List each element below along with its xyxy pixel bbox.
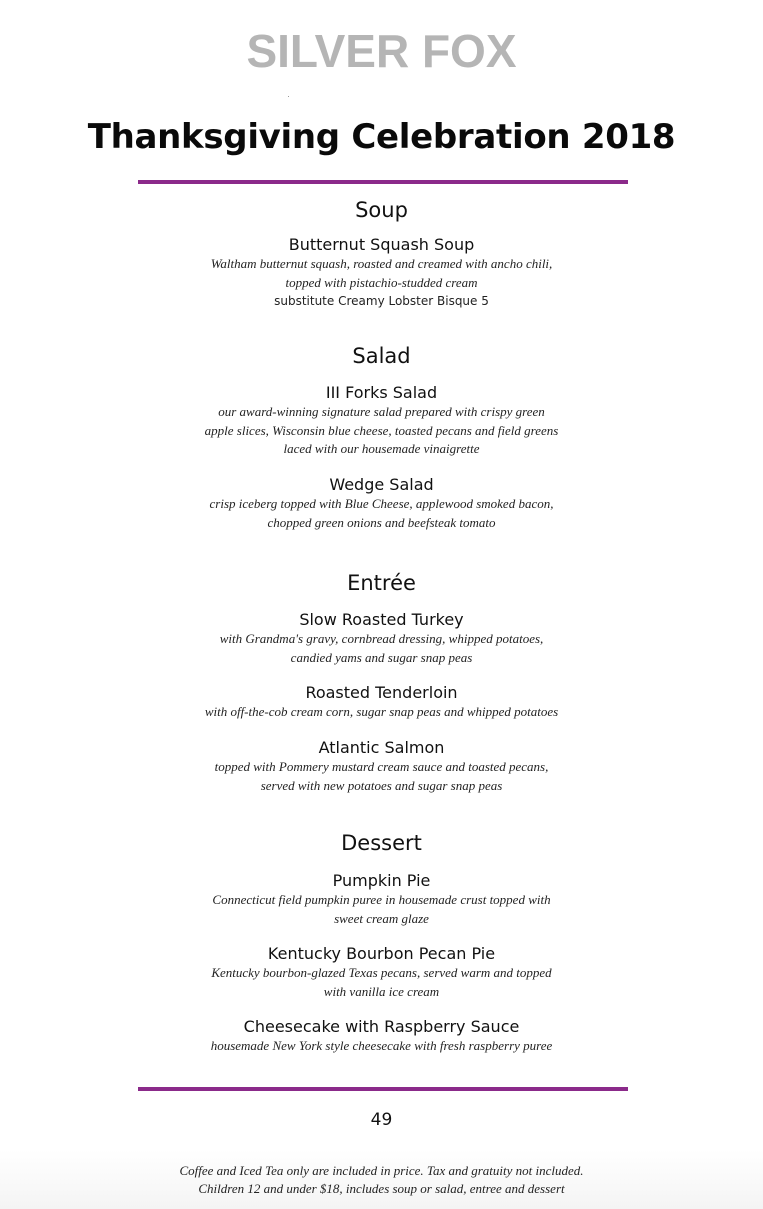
item-name: Pumpkin Pie [332,871,431,890]
menu-item [0,610,763,667]
item-description: Waltham butternut squash, roasted and creamed with ancho chili, [210,256,553,271]
footer-note [0,1162,763,1198]
item-description: chopped green onions and beefsteak tomato [267,514,496,530]
item-name: Atlantic Salmon [318,738,445,757]
item-description: laced with our housemade vinaigrette [283,441,480,456]
item-name: Slow Roasted Turkey [299,610,464,629]
item-description: Connecticut field pumpkin puree in housemade crust topped with [212,892,551,907]
section-heading: Entrée [347,571,416,595]
menu-title: Thanksgiving Celebration 2018 [87,117,676,157]
section-soup [0,196,763,224]
item-name: Cheesecake with Raspberry Sauce [243,1017,520,1036]
item-description: crisp iceberg topped with Blue Cheese, applewood smoked bacon, [209,496,554,511]
footer-line: Coffee and Iced Tea only are included in price. Tax and gratuity not included. [179,1163,584,1178]
stray-dot [288,96,289,97]
item-name: Butternut Squash Soup [288,235,475,254]
item-description: candied yams and sugar snap peas [290,649,473,665]
item-name: III Forks Salad [325,383,438,402]
menu-item [0,871,763,928]
section-heading: Dessert [341,831,422,855]
item-description: housemade New York style cheesecake with fresh raspberry puree [210,1038,553,1053]
top-divider [138,180,628,184]
section-dessert [0,829,763,857]
item-description: served with new potatoes and sugar snap peas [260,777,503,793]
menu-item [0,475,763,532]
item-substitution: substitute Creamy Lobster Bisque 5 [274,294,489,308]
bottom-divider [138,1087,628,1091]
item-description: with off-the-cob cream corn, sugar snap peas and whipped potatoes [204,704,559,719]
menu-item [0,683,763,722]
item-description: with vanilla ice cream [323,983,440,999]
item-name: Kentucky Bourbon Pecan Pie [267,944,496,963]
section-salad [0,342,763,370]
section-heading: Soup [355,198,408,222]
menu-item [0,944,763,1001]
item-description: with Grandma's gravy, cornbread dressing, whipped potatoes, [219,631,544,646]
menu-price: 49 [370,1110,393,1130]
item-description: sweet cream glaze [334,910,429,926]
menu-item [0,235,763,310]
section-entree [0,569,763,597]
section-heading: Salad [352,344,411,368]
item-description: Kentucky bourbon-glazed Texas pecans, served warm and topped [211,965,552,980]
restaurant-name: SILVER FOX [246,25,517,77]
item-name: Roasted Tenderloin [305,683,458,702]
menu-item [0,383,763,459]
item-description: apple slices, Wisconsin blue cheese, toasted pecans and field greens [204,422,559,438]
item-description: topped with pistachio-studded cream [285,274,478,290]
menu-item [0,1017,763,1056]
item-description: topped with Pommery mustard cream sauce and toasted pecans, [214,759,549,774]
menu-item [0,738,763,795]
footer-line: Children 12 and under $18, includes soup or salad, entree and dessert [198,1181,565,1196]
item-name: Wedge Salad [329,475,434,494]
item-description: our award-winning signature salad prepared with crispy green [218,404,545,419]
